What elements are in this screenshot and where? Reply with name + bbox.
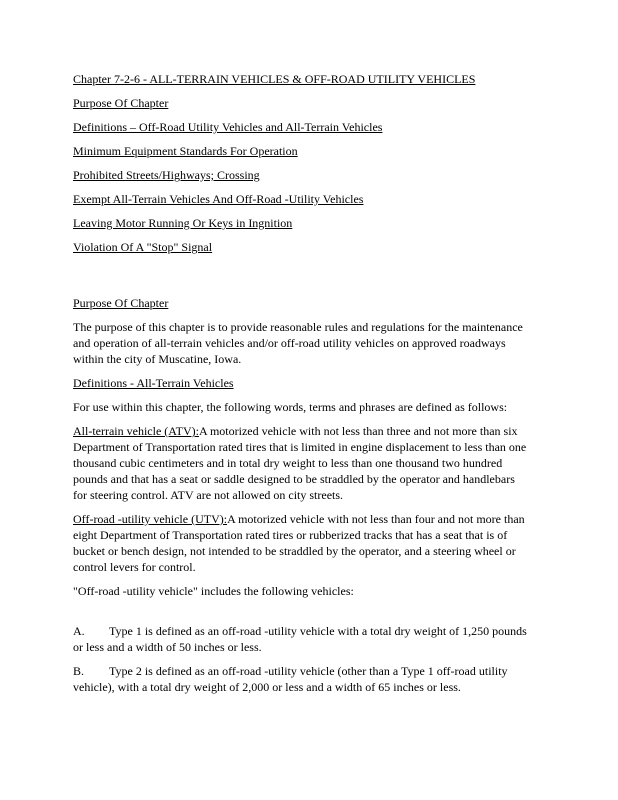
utv-line: eight Department of Transportation rated tires or rubberized tracks that has a seat that is of	[73, 528, 508, 542]
utv-includes-text: "Off-road -utility vehicle" includes the following vehicles:	[73, 584, 354, 598]
toc-item-leaving-motor-running[interactable]: Leaving Motor Running Or Keys in Ingnition	[73, 216, 293, 230]
utv-first-line	[73, 511, 538, 527]
list-item-text: Type 2 is defined as an off-road -utility vehicle (other than a Type 1 off-road utility	[109, 664, 508, 678]
purpose-line: and operation of all-terrain vehicles and/or off-road utility vehicles on approved roadways	[73, 336, 506, 350]
purpose-heading: Purpose Of Chapter	[73, 296, 169, 310]
utv-includes	[73, 583, 538, 599]
atv-line: Department of Transportation rated tires that is limited in engine displacement to less than one	[73, 440, 527, 454]
toc-item-definitions[interactable]: Definitions – Off-Road Utility Vehicles and All-Terrain Vehicles	[73, 120, 383, 134]
list-item-continuation: vehicle), with a total dry weight of 2,000 or less and a width of 65 inches or less.	[73, 680, 461, 694]
purpose-line: within the city of Muscatine, Iowa.	[73, 352, 242, 366]
purpose-paragraph	[73, 319, 538, 367]
list-marker: B.	[73, 664, 85, 678]
list-item	[73, 623, 538, 655]
atv-line: thousand cubic centimeters and in total dry weight to less than one thousand two hundred	[73, 456, 503, 470]
atv-line: for steering control. ATV are not allowed on city streets.	[73, 488, 344, 502]
chapter-title: Chapter 7-2-6 - ALL-TERRAIN VEHICLES & OFF-ROAD UTILITY VEHICLES	[73, 72, 476, 86]
utv-term: Off-road -utility vehicle (UTV):	[73, 512, 228, 526]
toc-item-stop-signal[interactable]: Violation Of A "Stop" Signal	[73, 240, 213, 254]
atv-term: All-terrain vehicle (ATV):	[73, 424, 199, 438]
list-marker: A.	[73, 624, 85, 638]
atv-definition-text: A motorized vehicle with not less than three and not more than six	[198, 424, 518, 438]
list-item-continuation: or less and a width of 50 inches or less.	[73, 640, 262, 654]
purpose-line: The purpose of this chapter is to provide reasonable rules and regulations for the maintenance	[73, 320, 523, 334]
utv-definition	[73, 511, 538, 575]
toc-item-exempt-vehicles[interactable]: Exempt All-Terrain Vehicles And Off-Road -Utility Vehicles	[73, 192, 364, 206]
document-page	[73, 71, 538, 703]
atv-line: pounds and that has a seat or saddle designed to be straddled by the operator and handlebars	[73, 472, 515, 486]
toc-item-equipment-standards[interactable]: Minimum Equipment Standards For Operation	[73, 144, 298, 158]
list-item-first-line	[73, 623, 538, 639]
toc-item-prohibited-streets[interactable]: Prohibited Streets/Highways; Crossing	[73, 168, 260, 182]
utv-line: bucket or bench design, not intended to be straddled by the operator, and a steering wheel or	[73, 544, 516, 558]
list-item-first-line	[73, 663, 538, 679]
list-item	[73, 663, 538, 695]
atv-first-line	[73, 423, 538, 439]
definitions-heading: Definitions - All-Terrain Vehicles	[73, 376, 234, 390]
definitions-intro	[73, 399, 538, 415]
toc-item-purpose[interactable]: Purpose Of Chapter	[73, 96, 169, 110]
utv-line: control levers for control.	[73, 560, 196, 574]
atv-definition	[73, 423, 538, 503]
definitions-intro-text: For use within this chapter, the following words, terms and phrases are defined as follows:	[73, 400, 508, 414]
list-item-text: Type 1 is defined as an off-road -utility vehicle with a total dry weight of 1,250 pounds	[109, 624, 527, 638]
utv-definition-text: A motorized vehicle with not less than four and not more than	[227, 512, 525, 526]
